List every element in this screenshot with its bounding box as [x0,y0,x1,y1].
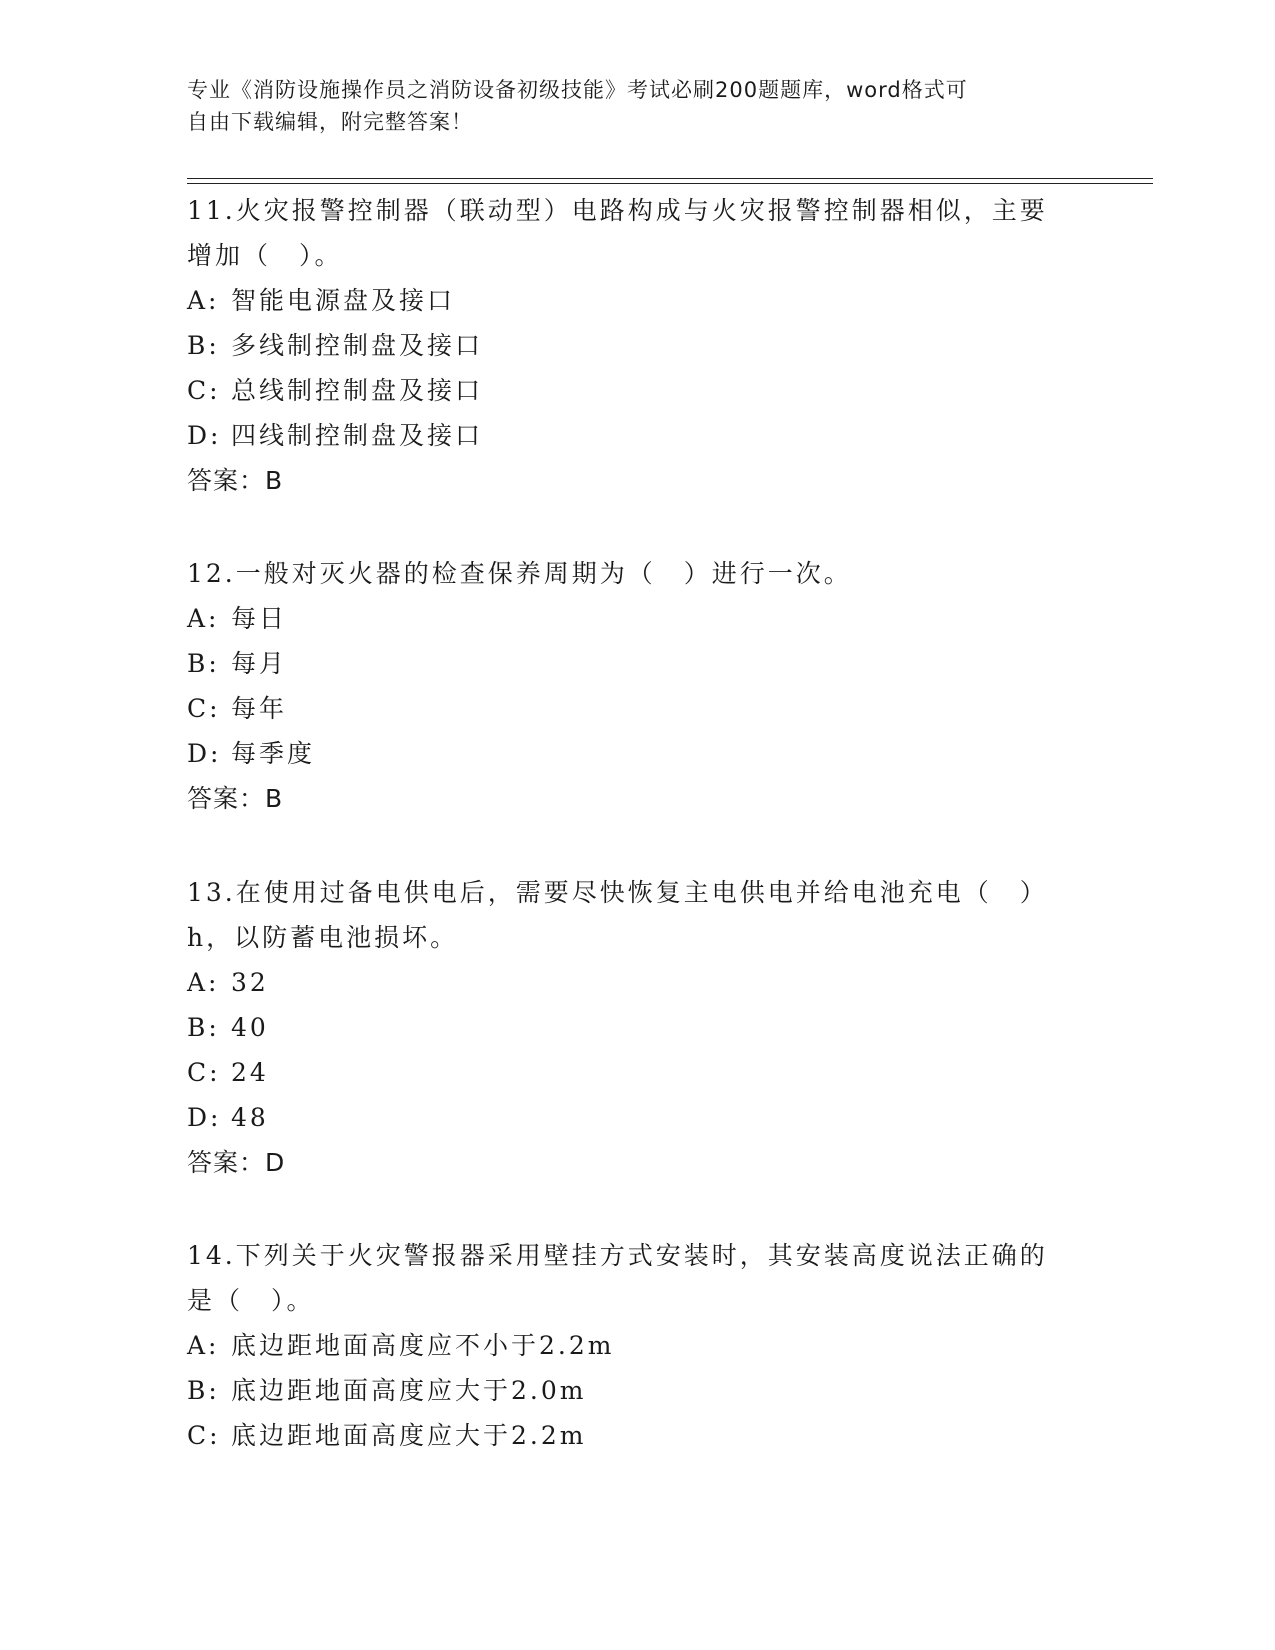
option-text: 每季度 [231,739,316,768]
option-text: 48 [231,1103,269,1132]
option-a [187,596,1067,641]
option-key: C: [187,1058,221,1087]
option-key: A: [187,286,220,315]
header-divider-top [187,178,1153,179]
option-c [187,368,1067,413]
option-c [187,1050,1067,1095]
option-key: A: [187,1331,220,1360]
option-key: C: [187,1421,221,1450]
option-key: A: [187,604,220,633]
question-11 [187,188,1067,503]
header-divider-bottom [187,183,1153,184]
option-text: 每年 [231,694,288,723]
option-a [187,960,1067,1005]
option-key: B: [187,1376,220,1405]
option-text: 每日 [231,604,288,633]
question-12 [187,551,1067,821]
option-key: B: [187,1013,220,1042]
option-key: A: [187,968,220,997]
question-stem [187,1233,1067,1323]
answer-line: 答案：B [187,466,284,495]
answer-line: 答案：B [187,784,284,813]
question-stem-line: 13.在使用过备电供电后，需要尽快恢复主电供电并给电池充电（ ） [187,878,1048,907]
question-stem-line: 增加（ ）。 [187,241,343,270]
option-text: 每月 [231,649,288,678]
header-line-2: 自由下载编辑，附完整答案！ [187,110,473,134]
header-line-1: 专业《消防设施操作员之消防设备初级技能》考试必刷200题题库，word格式可 [187,78,968,102]
question-stem-line: 11.火灾报警控制器（联动型）电路构成与火灾报警控制器相似，主要 [187,196,1048,225]
question-stem [187,551,1067,596]
option-b [187,1368,1067,1413]
document-header [187,74,1067,138]
option-d [187,413,1067,458]
option-b [187,1005,1067,1050]
question-stem-line: 是（ ）。 [187,1286,315,1315]
option-key: D: [187,421,222,450]
option-text: 底边距地面高度应不小于2.2m [231,1331,615,1360]
question-13 [187,870,1067,1185]
option-text: 多线制控制盘及接口 [231,331,484,360]
option-d [187,1095,1067,1140]
option-text: 四线制控制盘及接口 [231,421,484,450]
option-a [187,278,1067,323]
option-text: 底边距地面高度应大于2.2m [231,1421,587,1450]
option-c [187,686,1067,731]
option-d [187,731,1067,776]
option-text: 24 [231,1058,269,1087]
option-key: C: [187,694,221,723]
question-stem-line: 12.一般对灭火器的检查保养周期为（ ）进行一次。 [187,559,852,588]
option-a [187,1323,1067,1368]
option-key: B: [187,331,220,360]
option-c [187,1413,1067,1458]
question-stem-line: 14.下列关于火灾警报器采用壁挂方式安装时，其安装高度说法正确的 [187,1241,1048,1270]
option-text: 底边距地面高度应大于2.0m [231,1376,587,1405]
option-text: 总线制控制盘及接口 [231,376,484,405]
option-text: 40 [231,1013,269,1042]
question-stem [187,188,1067,278]
option-key: D: [187,739,222,768]
option-b [187,641,1067,686]
question-stem-line: h，以防蓄电池损坏。 [187,923,459,952]
option-text: 32 [231,968,269,997]
option-text: 智能电源盘及接口 [231,286,456,315]
option-key: B: [187,649,220,678]
option-key: D: [187,1103,222,1132]
question-14 [187,1233,1067,1458]
answer-line: 答案：D [187,1148,286,1177]
option-b [187,323,1067,368]
question-stem [187,870,1067,960]
option-key: C: [187,376,221,405]
